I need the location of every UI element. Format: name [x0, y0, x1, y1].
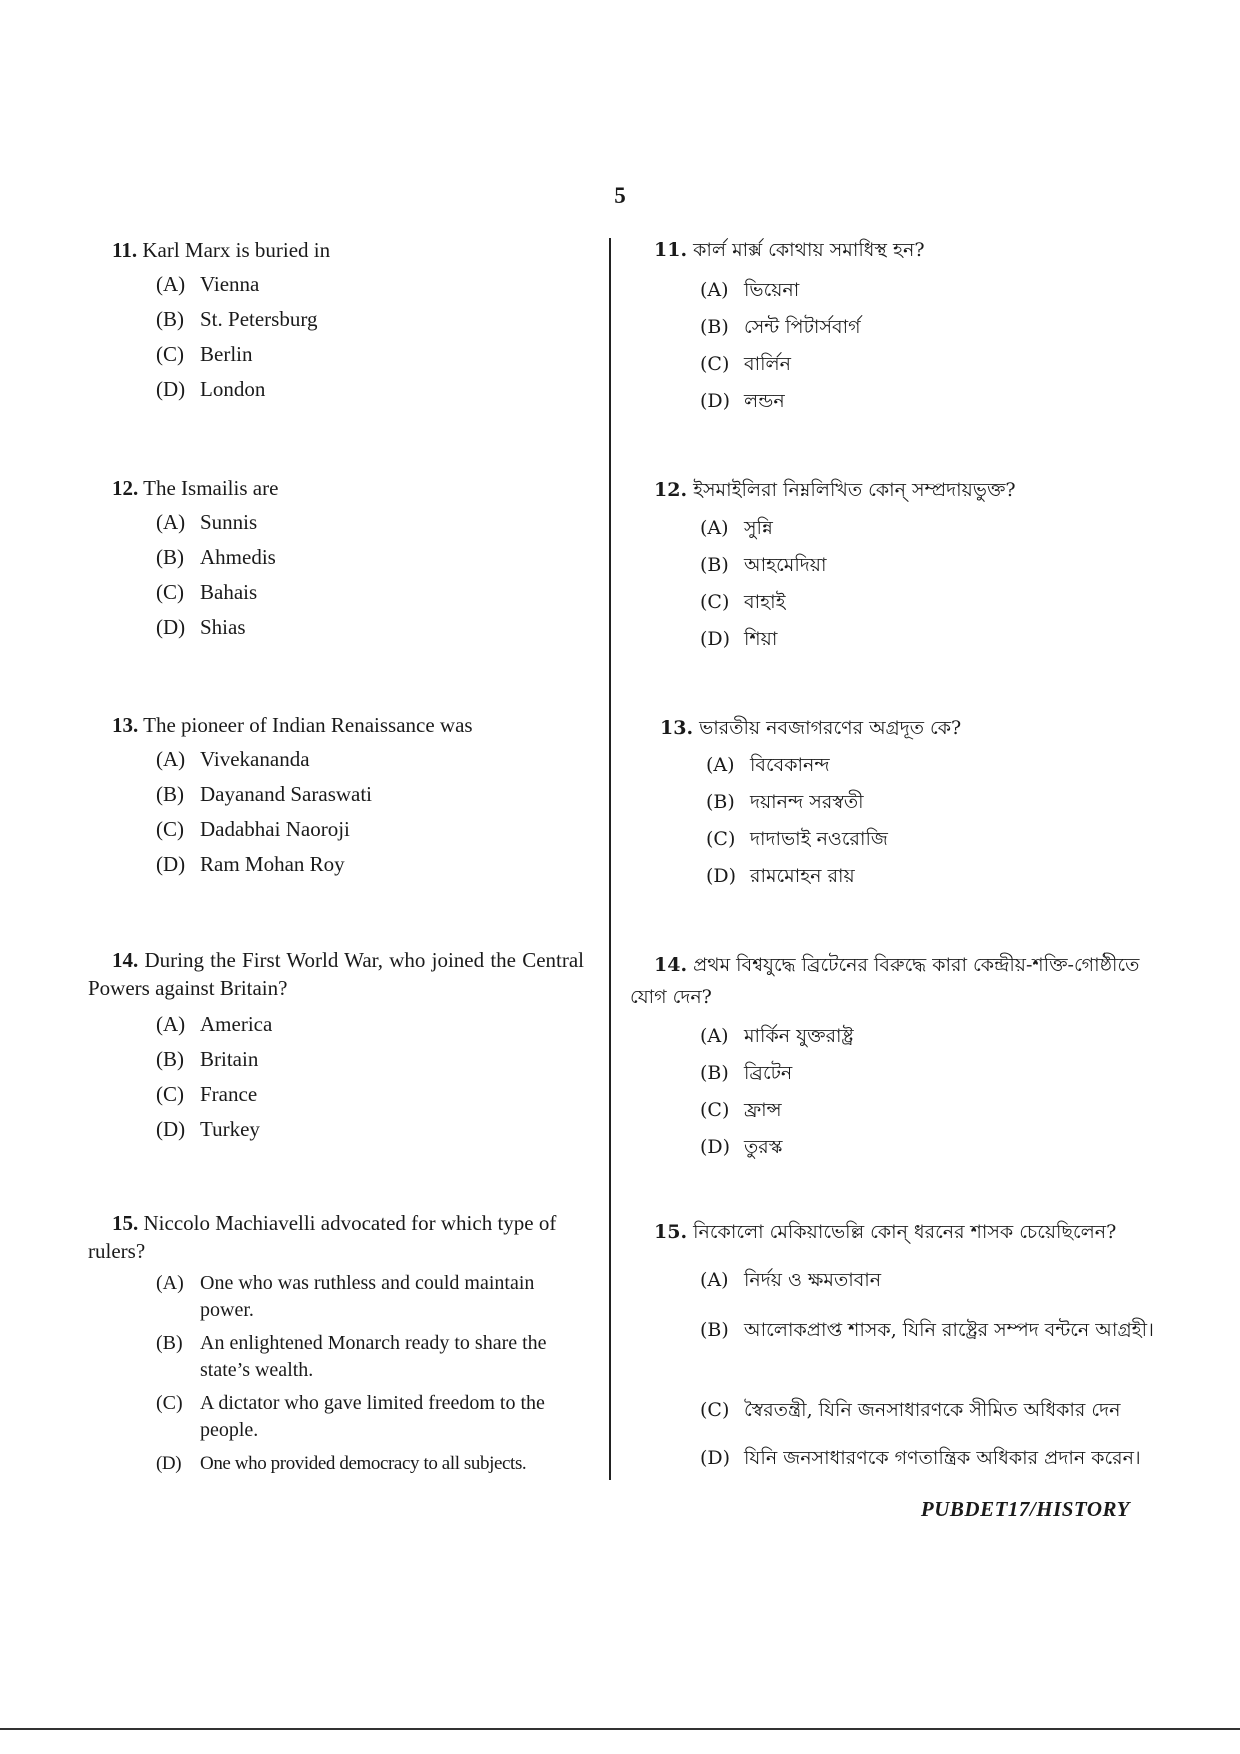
option-d: (D) যিনি জনসাধারণকে গণতান্ত্রিক অধিকার প্রদান করেন। — [700, 1447, 1141, 1469]
option-b: (B) আলোকপ্রাপ্ত শাসক, যিনি রাষ্ট্রের সম্পদ বন্টনে আগ্রহী। — [700, 1319, 1154, 1341]
option-c: (C) দাদাভাই নওরোজি — [706, 828, 888, 850]
page-number: 5 — [614, 183, 626, 208]
option-b: (B) সেন্ট পিটার্সবার্গ — [700, 316, 861, 338]
option-d: (D) শিয়া — [700, 628, 778, 650]
option-b: (B) আহমেদিয়া — [700, 554, 827, 576]
option-a: (A) ভিয়েনা — [700, 279, 800, 301]
option-a: (A) Vienna — [156, 272, 260, 296]
question-text: 14. During the First World War, who joined the Central Powers against Britain? — [88, 948, 585, 1000]
option-c: (C) France — [156, 1082, 258, 1106]
question-12-en — [112, 474, 278, 502]
option-c: (C) বাহাই — [700, 591, 786, 613]
question-text: 12. The Ismailis are — [112, 476, 279, 500]
option-a: (A) সুন্নি — [700, 517, 773, 539]
option-d: (D) Shias — [156, 615, 246, 639]
question-text: 14. প্রথম বিশ্বযুদ্ধে ব্রিটেনের বিরুদ্ধে কারা কেন্দ্রীয়-শক্তি-গোষ্ঠীতে যোগ দেন? — [630, 954, 1140, 1008]
question-11-bn — [654, 236, 925, 264]
question-15-bn — [654, 1218, 1116, 1246]
question-15-en — [88, 1209, 584, 1265]
option-a: (A) মার্কিন যুক্তরাষ্ট্র — [700, 1025, 854, 1047]
bottom-rule — [0, 1728, 1240, 1730]
option-d: (D) লন্ডন — [700, 390, 785, 412]
option-c: (C) স্বৈরতন্ত্রী, যিনি জনসাধারণকে সীমিত অধিকার দেন — [700, 1399, 1121, 1421]
option-c: (C) Dadabhai Naoroji — [156, 817, 350, 841]
option-a: (A) Sunnis — [156, 510, 258, 534]
option-b: (B) Ahmedis — [156, 545, 276, 569]
option-b: (B) An enlightened Monarch ready to share the state’s wealth. — [156, 1332, 547, 1381]
question-11-en — [112, 236, 330, 264]
question-14-bn — [630, 949, 1150, 1013]
question-text: 11. কার্ল মার্ক্স কোথায় সমাধিস্থ হন? — [654, 239, 925, 261]
column-divider — [609, 238, 611, 1480]
question-text: 15. Niccolo Machiavelli advocated for which type of rulers? — [88, 1211, 557, 1263]
question-text: 12. ইসমাইলিরা নিম্নলিখিত কোন্ সম্প্রদায়ভুক্ত? — [654, 479, 1016, 501]
option-a: (A) One who was ruthless and could maintain power. — [156, 1272, 535, 1321]
option-a: (A) নির্দয় ও ক্ষমতাবান — [700, 1269, 882, 1291]
question-13-en — [112, 711, 473, 739]
option-d: (D) One who provided democracy to all subjects. — [156, 1453, 527, 1474]
question-text: 13. ভারতীয় নবজাগরণের অগ্রদূত কে? — [660, 717, 962, 739]
option-b: (B) Dayanand Saraswati — [156, 782, 373, 806]
option-b: (B) St. Petersburg — [156, 307, 318, 331]
option-a: (A) America — [156, 1012, 273, 1036]
option-c: (C) A dictator who gave limited freedom to the people. — [156, 1392, 545, 1441]
question-text: 15. নিকোলো মেকিয়াভেল্লি কোন্ ধরনের শাসক চেয়েছিলেন? — [654, 1221, 1117, 1243]
option-d: (D) রামমোহন রায় — [706, 865, 855, 887]
option-b: (B) দয়ানন্দ সরস্বতী — [706, 791, 864, 813]
question-text: 13. The pioneer of Indian Renaissance was — [112, 713, 473, 737]
question-13-bn — [660, 714, 961, 742]
option-d: (D) London — [156, 377, 266, 401]
option-d: (D) Turkey — [156, 1117, 260, 1141]
option-c: (C) Bahais — [156, 580, 258, 604]
question-14-en — [88, 946, 584, 1002]
question-12-bn — [654, 476, 1016, 504]
option-c: (C) Berlin — [156, 342, 253, 366]
option-b: (B) ব্রিটেন — [700, 1062, 793, 1084]
option-b: (B) Britain — [156, 1047, 259, 1071]
option-d: (D) Ram Mohan Roy — [156, 852, 345, 876]
footer-code: PUBDET17/HISTORY — [920, 1497, 1130, 1521]
option-a: (A) Vivekananda — [156, 747, 310, 771]
option-c: (C) বার্লিন — [700, 353, 792, 375]
option-a: (A) বিবেকানন্দ — [706, 754, 830, 776]
option-d: (D) তুরস্ক — [700, 1136, 783, 1158]
question-text: 11. Karl Marx is buried in — [112, 238, 331, 262]
option-c: (C) ফ্রান্স — [700, 1099, 782, 1121]
